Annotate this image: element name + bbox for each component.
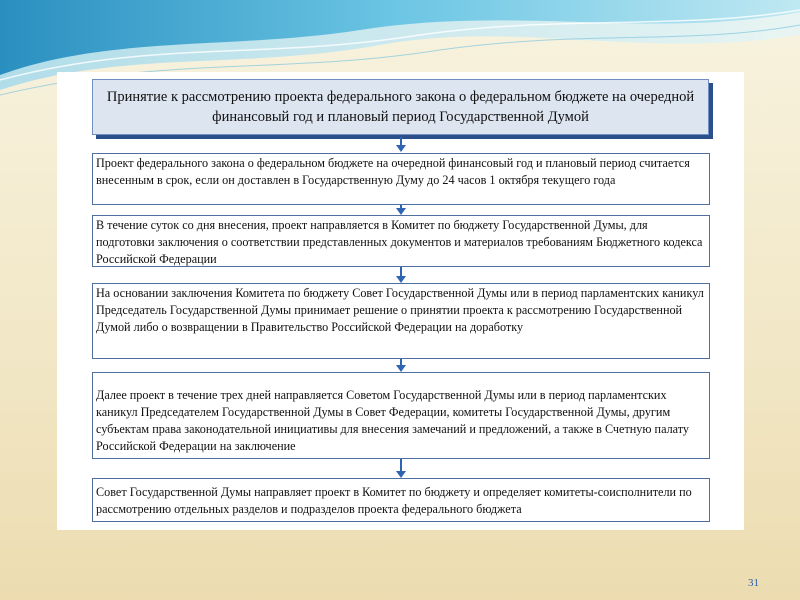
arrow-head xyxy=(396,471,406,478)
arrow-head xyxy=(396,145,406,152)
arrow-head xyxy=(396,365,406,372)
flowchart-title-text: Принятие к рассмотрению проекта федерального закона о федеральном бюджете на очередной финансовый год и плановый период Государственной Думой xyxy=(106,89,695,125)
arrow-down-icon xyxy=(396,137,406,152)
flow-step-2 xyxy=(92,215,710,267)
flow-step-4-text: Далее проект в течение трех дней направляется Советом Государственной Думы или в период парламентских каникул Председателем Государственной Думы в Совет Федерации, комитеты Государственной Думы, другим субъектам права законодательной инициативы для внесения замечаний и предложений, а также в Счетную палату Российской Федерации на заключение xyxy=(96,388,690,453)
arrow-down-icon xyxy=(396,267,406,283)
arrow-down-icon xyxy=(396,459,406,478)
arrow-down-icon xyxy=(396,205,406,215)
page-number: 31 xyxy=(748,577,759,589)
flow-step-1-text: Проект федерального закона о федеральном бюджете на очередной финансовый год и плановый период считается внесенным в срок, если он доставлен в Государственную Думу до 24 часов 1 октября текущего года xyxy=(96,156,690,187)
flow-step-1 xyxy=(92,153,710,205)
flowchart-title xyxy=(92,79,709,135)
arrow-down-icon xyxy=(396,359,406,372)
flow-step-4 xyxy=(92,372,710,459)
flow-step-3-text: На основании заключения Комитета по бюджету Совет Государственной Думы или в период парламентских каникул Председатель Государственной Думы принимает решение о принятии проекта к рассмотрению Государственной Думой либо о возвращении в Правительство Российской Федерации на доработку xyxy=(96,286,704,334)
flow-step-3 xyxy=(92,283,710,359)
arrow-head xyxy=(396,276,406,283)
arrow-head xyxy=(396,208,406,215)
flow-step-5-text: Совет Государственной Думы направляет проект в Комитет по бюджету и определяет комитеты-соисполнители по рассмотрению отдельных разделов и подразделов проекта федерального бюджета xyxy=(96,485,692,516)
flow-step-5 xyxy=(92,478,710,522)
flow-step-2-text: В течение суток со дня внесения, проект направляется в Комитет по бюджету Государственной Думы, для подготовки заключения о соответствии представленных документов и материалов требованиям Бюджетного кодекса Российской Федерации xyxy=(96,218,703,266)
